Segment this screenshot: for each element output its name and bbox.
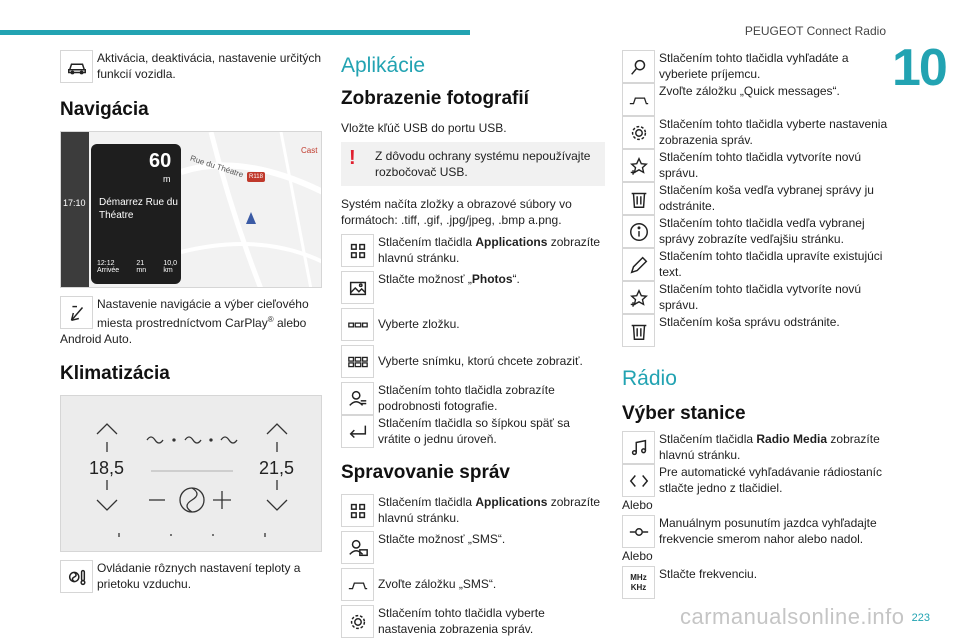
message-step-row: Stlačte možnosť „SMS“. — [341, 531, 605, 564]
nav-instruction-card — [91, 144, 181, 284]
nav-clock: 17:10 — [63, 198, 86, 208]
left-temperature: 18,5 — [89, 458, 125, 478]
chapter-number: 10 — [892, 39, 946, 97]
nav-km: 10,0 — [163, 260, 177, 267]
message-option-row: Stlačením koša vedľa vybranej správy ju odstránite. — [622, 182, 890, 215]
music-note-icon — [622, 431, 655, 464]
climate-text: Ovládanie rôznych nastavení teploty a prietoku vzduchu. — [97, 561, 301, 591]
column-2 — [341, 50, 605, 640]
new-favorite-icon — [622, 149, 655, 182]
photos-heading: Zobrazenie fotografií — [341, 88, 529, 109]
nav-minutes: 21 — [136, 260, 145, 267]
folder-tabs-icon — [341, 308, 374, 341]
climate-row — [60, 560, 322, 593]
watermark: carmanualsonline.info — [680, 604, 905, 629]
or-label: Alebo — [622, 549, 653, 563]
tab-icon — [341, 568, 374, 601]
edit-pencil-icon — [622, 248, 655, 281]
map-place-label: Cast — [301, 146, 318, 155]
navigation-arrow-icon — [60, 296, 93, 329]
nav-km-label: km — [163, 267, 173, 274]
photo-step-row: Stlačením tlačidla so šípkou späť sa vrátite o jednu úroveň. — [341, 415, 605, 448]
chevrons-icon — [622, 464, 655, 497]
applications-heading: Aplikácie — [341, 54, 426, 77]
message-step-row: Zvoľte záložku „SMS“. — [341, 568, 605, 601]
photo-step-row: Stlačením tohto tlačidla zobrazíte podrobnosti fotografie. — [341, 382, 605, 415]
manual-tuning-row: Manuálnym posunutím jazdca vyhľadajte frekvencie smerom nahor alebo nadol. — [622, 515, 890, 548]
radio-heading: Rádio — [622, 367, 677, 390]
message-option-row: Stlačením tohto tlačidla vytvoríte novú správu. — [622, 149, 890, 182]
warning-exclamation-icon: ! — [349, 147, 356, 169]
message-option-row: Zvoľte záložku „Quick messages“. — [622, 83, 890, 116]
back-arrow-icon — [341, 415, 374, 448]
car-icon — [60, 50, 93, 83]
settings-gear-icon — [622, 116, 655, 149]
message-step-row: Stlačením tlačidla Applications zobrazíte hlavnú stránku. — [341, 494, 605, 527]
right-temperature: 21,5 — [259, 458, 295, 478]
info-icon — [622, 215, 655, 248]
warning-text: Z dôvodu ochrany systému nepoužívajte rozbočovač USB. — [375, 149, 591, 179]
mhz-khz-icon: MHz KHz — [622, 566, 655, 599]
trash-icon — [622, 182, 655, 215]
settings-gear-icon — [341, 605, 374, 638]
nav-distance-unit: m — [163, 174, 171, 184]
message-step-row: Stlačením tohto tlačidla vyberte nastavenia zobrazenia správ. — [341, 605, 605, 638]
photos-formats-text: Systém načíta zložky a obrazové súbory vo formátoch: .tiff, .gif, .jpg/jpeg, .bmp a.png. — [341, 197, 572, 227]
vehicle-functions-text: Aktivácia, deaktivácia, nastavenie určitých funkcií vozidla. — [97, 51, 322, 81]
nav-arrival-label: Arrivée — [97, 267, 120, 274]
column-3 — [622, 50, 890, 603]
map-street-label: Rue du Théatre — [188, 153, 245, 180]
message-option-row: Stlačením tohto tlačidla vyberte nastavenia zobrazenia správ. — [622, 116, 890, 149]
trash-icon — [622, 314, 655, 347]
header-accent-bar — [0, 30, 470, 35]
message-option-row: Stlačením tohto tlačidla upravíte existujúci text. — [622, 248, 890, 281]
navigation-row — [60, 296, 322, 347]
navigation-screen-image — [60, 131, 322, 288]
message-option-row: Stlačením koša správu odstránite. — [622, 314, 890, 347]
photos-intro: Vložte kľúč USB do portu USB. — [341, 121, 507, 135]
vehicle-functions-row — [60, 50, 322, 83]
header-title: PEUGEOT Connect Radio — [744, 24, 886, 38]
climate-heading: Klimatizácia — [60, 363, 170, 384]
page-number: 223 — [911, 612, 930, 624]
nav-footer — [97, 260, 177, 274]
photo-step-row: Vyberte zložku. — [341, 308, 605, 341]
new-favorite-icon — [622, 281, 655, 314]
tuning-slider-icon — [622, 515, 655, 548]
messages-heading: Spravovanie správ — [341, 462, 510, 483]
message-option-row: Stlačením tohto tlačidla vedľa vybranej správy zobrazíte vedľajšiu stránku. — [622, 215, 890, 248]
message-option-row: Stlačením tohto tlačidla vyhľadáte a vyberiete príjemcu. — [622, 50, 890, 83]
road-badge: R118 — [247, 172, 265, 182]
navigation-text: Nastavenie navigácie a výber cieľového miesta prostredníctvom CarPlay® alebo Android Auto. — [60, 297, 309, 346]
image-grid-icon — [341, 345, 374, 378]
apps-grid-icon — [341, 234, 374, 267]
station-row: Pre automatické vyhľadávanie rádiostaníc stlačte jedno z tlačidiel. — [622, 464, 890, 497]
message-option-row: Stlačením tohto tlačidla vytvoríte novú správu. — [622, 281, 890, 314]
messages-icon — [341, 531, 374, 564]
details-icon — [341, 382, 374, 415]
photo-step-row: Stlačte možnosť „Photos“. — [341, 271, 605, 304]
nav-street: Démarrez Rue du Théatre — [99, 197, 178, 221]
column-1 — [60, 50, 322, 597]
navigation-heading: Navigácia — [60, 99, 149, 120]
photo-step-row: Stlačením tlačidla Applications zobrazíte hlavnú stránku. — [341, 234, 605, 267]
usb-warning — [341, 142, 605, 186]
station-row: Stlačením tlačidla Radio Media zobrazíte hlavnú stránku. — [622, 431, 890, 464]
photos-icon — [341, 271, 374, 304]
nav-minutes-label: mn — [136, 267, 147, 274]
search-icon — [622, 50, 655, 83]
nav-distance: 60 — [149, 150, 172, 172]
or-label: Alebo — [622, 498, 653, 512]
photo-step-row: Vyberte snímku, ktorú chcete zobraziť. — [341, 345, 605, 378]
apps-grid-icon — [341, 494, 374, 527]
fan-temperature-icon — [60, 560, 93, 593]
tab-icon — [622, 83, 655, 116]
station-heading: Výber stanice — [622, 403, 746, 424]
nav-arrival-time: 12:12 — [97, 260, 115, 267]
frequency-row: MHz KHz Stlačte frekvenciu. — [622, 566, 890, 599]
nav-sidebar — [61, 132, 89, 287]
climate-screen-image — [60, 395, 322, 552]
